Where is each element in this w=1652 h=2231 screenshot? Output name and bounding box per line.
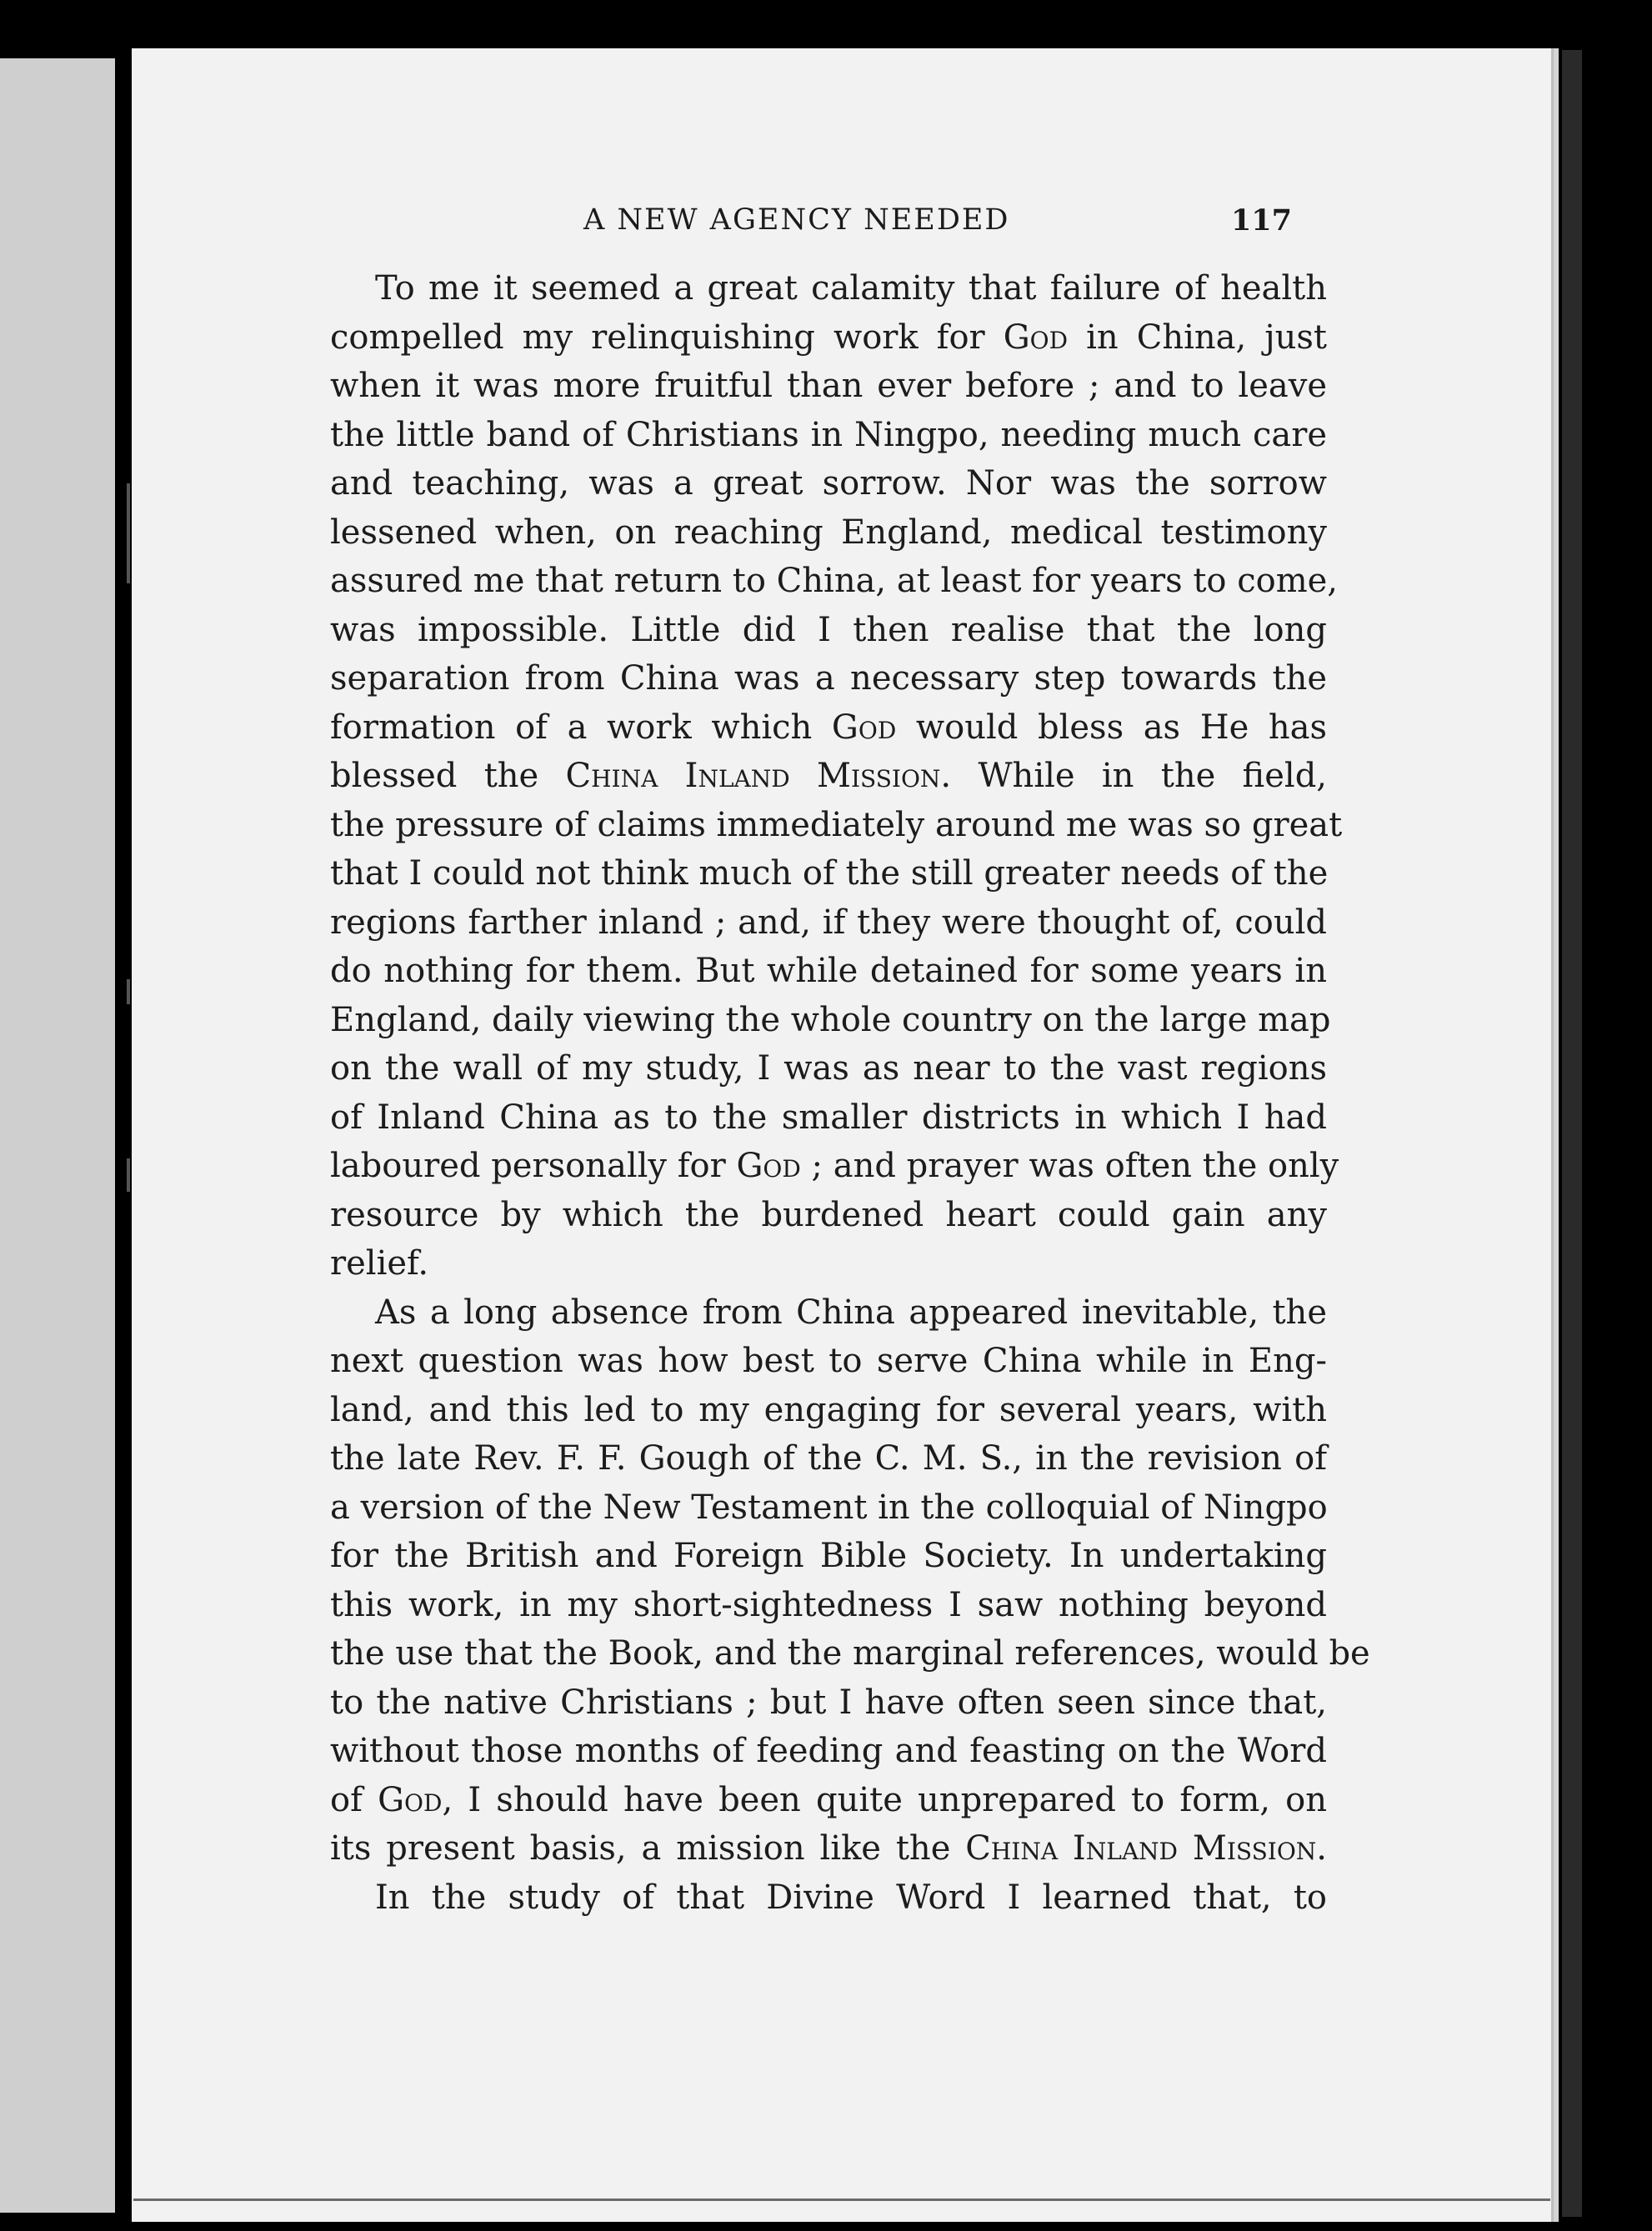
gutter-mark: [127, 979, 130, 1004]
text-line: its present basis, a mission like the China Inland Mission.: [330, 1829, 1327, 1868]
text-line: compelled my relinquishing work for God in China, just: [330, 318, 1327, 357]
text-line: on the wall of my study, I was as near to the vast regions: [330, 1049, 1327, 1088]
text-line: assured me that return to China, at least for years to come,: [330, 562, 1339, 600]
text-line: lessened when, on reaching England, medical testimony: [330, 513, 1327, 552]
text-line: England, daily viewing the whole country on the large map: [330, 1000, 1331, 1039]
text-line: separation from China was a necessary step towards the: [330, 659, 1327, 698]
facing-page-edge: [0, 58, 115, 2213]
text-line: the late Rev. F. F. Gough of the C. M. S., in the revision of: [330, 1439, 1327, 1478]
text-line: To me it seemed a great calamity that failure of health: [375, 269, 1327, 308]
text-line: a version of the New Testament in the colloquial of Ningpo: [330, 1488, 1328, 1527]
text-line: next question was how best to serve China while in Eng-: [330, 1342, 1327, 1380]
text-line: land, and this led to my engaging for several years, with: [330, 1390, 1327, 1429]
running-header: [583, 203, 1292, 245]
text-line: this work, in my short-sightedness I saw nothing beyond: [330, 1585, 1327, 1624]
gutter-mark: [127, 483, 130, 583]
text-line: to the native Christians ; but I have often seen since that,: [330, 1683, 1327, 1722]
text-line: for the British and Foreign Bible Society. In undertaking: [330, 1537, 1327, 1575]
text-line: As a long absence from China appeared inevitable, the: [375, 1293, 1327, 1332]
page-bottom-edge: [133, 2198, 1550, 2201]
text-line: do nothing for them. But while detained for some years in: [330, 952, 1327, 990]
text-line: when it was more fruitful than ever before ; and to leave: [330, 367, 1327, 405]
gutter-mark: [127, 1158, 130, 1192]
page-stack-edge: [1562, 50, 1582, 2217]
body-text: [330, 264, 1370, 1922]
text-line: In the study of that Divine Word I learned that, to: [375, 1878, 1327, 1917]
page-number: 117: [1230, 203, 1292, 238]
text-line: relief.: [330, 1244, 429, 1283]
text-line: of Inland China as to the smaller districts in which I had: [330, 1098, 1327, 1137]
text-line: that I could not think much of the still greater needs of the: [330, 854, 1329, 893]
text-line: without those months of feeding and feasting on the Word: [330, 1732, 1327, 1770]
text-line: regions farther inland ; and, if they were thought of, could: [330, 903, 1327, 942]
text-line: formation of a work which God would bless as He has: [330, 708, 1327, 747]
text-line: the pressure of claims immediately around me was so great: [330, 805, 1343, 844]
text-line: the little band of Christians in Ningpo, needing much care: [330, 415, 1327, 454]
text-line: blessed the China Inland Mission. While in the field,: [330, 757, 1328, 795]
text-line: laboured personally for God ; and prayer was often the only: [330, 1147, 1339, 1185]
running-header-title: A NEW AGENCY NEEDED: [583, 203, 1010, 237]
text-line: resource by which the burdened heart could gain any: [330, 1195, 1327, 1234]
text-line: was impossible. Little did I then realise that the long: [330, 610, 1327, 649]
text-line: the use that the Book, and the marginal references, would be: [330, 1634, 1370, 1673]
text-line: and teaching, was a great sorrow. Nor was the sorrow: [330, 464, 1327, 503]
text-line: of God, I should have been quite unprepared to form, on: [330, 1780, 1328, 1819]
